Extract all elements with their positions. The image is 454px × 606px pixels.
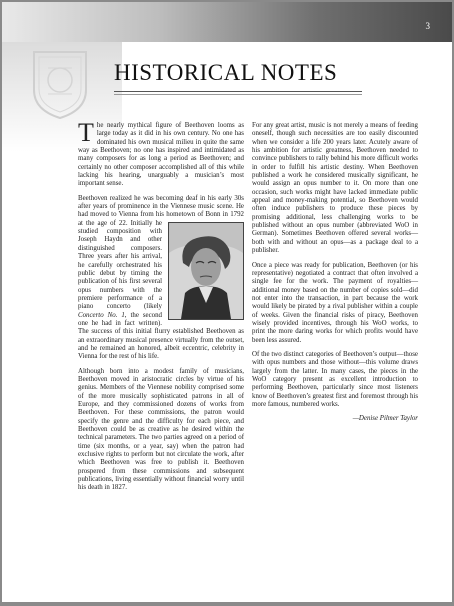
paragraph xyxy=(78,118,244,189)
beethoven-portrait-image xyxy=(168,222,244,320)
paragraph-text: he nearly mythical figure of Beethoven looms as large today as it did in his own century. No one has dominated his own musical milieu in quite the same way as Beethoven; no one has inspired and intimidated as many composers for as long a period as Beethoven; and certainly no other composer accomplished all of this while lacking his hearing, unarguably a musician’s most important sense. xyxy=(78,122,244,188)
text-column-left xyxy=(78,118,244,499)
title-rule-thin xyxy=(114,94,362,95)
paragraph-text: Initially he studied composition with Joseph Haydn and other distinguished composers. Three years after his arrival, he carefully orchestrated his public debut by timing the publication of his first several opus numbers with the premiere performance of a piano concerto (likely xyxy=(78,219,162,311)
drop-cap: T xyxy=(78,118,94,147)
publisher-seal-icon xyxy=(28,46,92,120)
author-signature: —Denise Pilmer Taylor xyxy=(352,415,418,423)
title-rule xyxy=(114,91,362,92)
paragraph: For any great artist, music is not merely a means of feeding oneself, though such necessities are too easily discounted when we consider a life 200 years later. Acutely aware of his ambition for artistic greatness, Beethoven needed to convince publishers to rally behind his more difficult works in order to fulfill his artistic destiny. When Beethoven published a work he considered musically significant, he would assign an opus number to it. On more than one occasion, such works might have lacked immediate public appeal and money-making potential, so Beethoven would often induce publishers to produce these pieces by promising additional, less challenging works to be published without an opus number (abbreviated WoO in German). Sometimes Beethoven offered several works—both with and without an opus—as a package deal to a publisher. xyxy=(252,122,418,255)
paragraph: Of the two distinct categories of Beethoven’s output—those with opus numbers and those without—this volume draws largely from the latter. In many cases, the pieces in the WoO category present as excellent introduction to performing Beethoven, particularly since most listeners know of Beethoven’s greatest first and foremost through his more famous, numbered works. xyxy=(252,350,418,408)
paragraph: Once a piece was ready for publication, Beethoven (or his representative) negotiated a contract that often involved a single fee for the work. The payment of royalties—additional money based on the number of copies sold—did not enter into the transaction, in part because the work would likely be pirated by a rival publisher within a couple of weeks. Given the financial risks of piracy, Beethoven wisely provided incentives, through his WoO works, to print the more daring works for which profits would have been less assured. xyxy=(252,261,418,344)
paragraph: Although born into a modest family of musicians, Beethoven moved in aristocratic circles by virtue of his genius. Members of the Viennese nobility comprised some of the more musically sophisticated patrons in all of Europe, and they commissioned dozens of works from Beethoven. For these commissions, the patron would specify the genre and the difficulty for each piece, and Beethoven could be as creative as he desired within the technical parameters. The two parties agreed on a period of time (six months, or a year, say) when the patron had exclusive rights to perform but not circulate the work, after which Beethoven was free to publish it. Beethoven prospered from these commissions and subsequent publications, living essentially without financial worry until his death in 1827. xyxy=(78,367,244,492)
work-title: Concerto No. 1 xyxy=(78,311,125,319)
page-title: HISTORICAL NOTES xyxy=(114,60,338,85)
paragraph xyxy=(78,195,244,362)
document-page xyxy=(2,2,452,602)
paragraph-text: , the second one he had in fact written). The success of this initial flurry established Beethoven as an extraordinary musical presence virtually from the outset, and he remained an honored, albeit eccentric, celebrity in Vienna for the rest of his life. xyxy=(78,311,244,361)
page-number: 3 xyxy=(425,21,430,31)
paragraph-text: Beethoven realized he was becoming deaf in his early 30s after years of prominence in the Viennese music scene. He had moved to Vienna from his hometown of Bonn in 1792 at the age of 22. xyxy=(78,194,244,227)
header-band xyxy=(2,2,452,42)
text-column-right xyxy=(252,122,418,430)
